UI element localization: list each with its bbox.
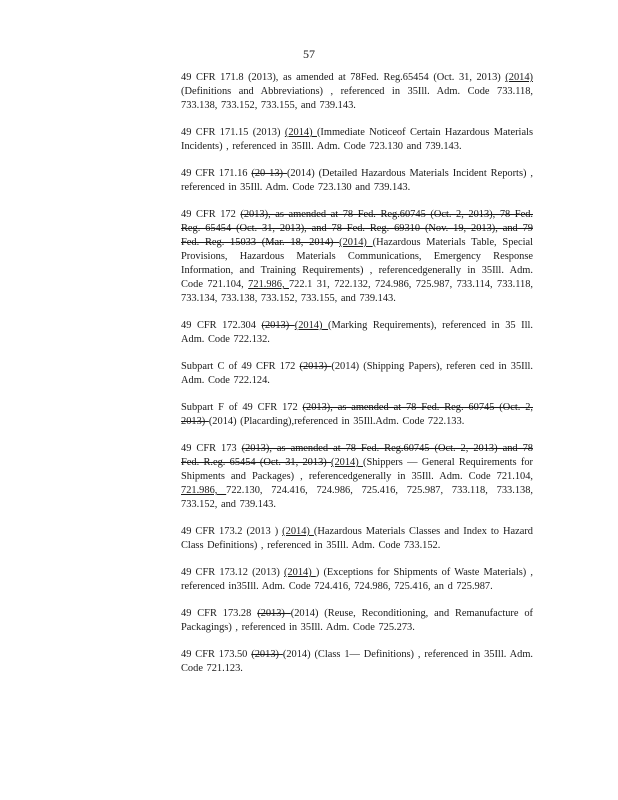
reference-entry (181, 360, 533, 388)
reference-entry (181, 167, 533, 195)
reference-entry (181, 71, 533, 113)
entry-text: 49 CFR 171.16 (181, 168, 252, 179)
struck-text: (2013), as amended at 78 Fed. Reg.60745 (Oct. 2, 2013) and 78 Fed. R.eg. 65454 (Oct. 31, 2013) (181, 443, 533, 468)
entry-text: ) (Exceptions for Shipments of Waste Materials) , referenced in35Ill. Adm. Code 724.416, 724.986, 725.416, an d 725.987. (181, 567, 533, 592)
reference-entry (181, 442, 533, 512)
struck-text: (2013) (257, 608, 291, 619)
entry-text: (2014) (Shipping Papers), referen ced in 35Ill. Adm. Code 722.124. (181, 361, 533, 386)
entry-text: 49 CFR 173.28 (181, 608, 258, 619)
entry-text: 49 CFR 173.2 (2013 ) (181, 526, 283, 537)
entry-text: (2014) (Detailed Hazardous Materials Incident Reports) , referenced in 35Ill. Adm. Code 723.130 and 739.143. (181, 168, 533, 193)
entry-text: Subpart C of 49 CFR 172 (181, 361, 300, 372)
entry-text: Subpart F of 49 CFR 172 (181, 402, 303, 413)
entry-text: (2014) (Placarding),referenced in 35Ill.Adm. Code 722.133. (208, 416, 465, 427)
reference-entry (181, 126, 533, 154)
struck-text: (20 13) (251, 168, 287, 179)
entry-text: (Definitions and Abbreviations) , referenced in 35Ill. Adm. Code 733.118, 733.138, 733.152, 733.155, and 739.143. (181, 86, 533, 111)
struck-text: (2013) (251, 649, 283, 660)
struck-text: (2013) (299, 361, 332, 372)
entry-text: 49 CFR 173 (181, 443, 242, 454)
reference-entry (181, 525, 533, 553)
entry-text: (Hazardous Materials Table, Special Provisions, Hazardous Materials Communications, Emergency Response Information, and Training Requirements) , referencedgenerally in 35Ill. Adm. Code 721.104, (181, 237, 534, 290)
reference-entry (181, 607, 533, 635)
inserted-text: (2014) (339, 237, 373, 248)
inserted-text: 721.986, (181, 485, 227, 496)
entry-text: 49 CFR 172 (181, 209, 241, 220)
entry-text: 49 CFR 172.304 (181, 320, 262, 331)
struck-text: (2013), as amended at 78 Fed. Reg. 60745 (Oct. 2, 2013) (181, 402, 533, 427)
entry-text: (Hazardous Materials Classes and Index to Hazard Class Definitions) , referenced in 35Ill. Adm. Code 733.152. (181, 526, 533, 551)
entry-text: 49 CFR 171.8 (2013), as amended at 78Fed. Reg.65454 (Oct. 31, 2013) (181, 72, 506, 83)
inserted-text: 721.986, (248, 279, 289, 290)
reference-entry (181, 319, 533, 347)
struck-text: (2013) (261, 320, 295, 331)
entry-text: 49 CFR 171.15 (2013) (181, 127, 285, 138)
entry-text: 49 CFR 173.50 (181, 649, 252, 660)
reference-list (181, 71, 533, 689)
reference-entry (181, 208, 533, 306)
inserted-text: (2014) (294, 320, 329, 331)
inserted-text: (2014) (331, 457, 363, 468)
entry-text: (2014) (Class 1— Definitions) , referenced in 35Ill. Adm. Code 721.123. (181, 649, 533, 674)
reference-entry (181, 566, 533, 594)
reference-entry (181, 401, 533, 429)
entry-text: (2014) (Reuse, Reconditioning, and Remanufacture of Packagings) , referenced in 35Ill. Adm. Code 725.273. (181, 608, 533, 633)
inserted-text: (2014) (283, 567, 316, 578)
struck-text: (2013), as amended at 78 Fed. Reg.60745 (Oct. 2, 2013), 78 Fed. Reg. 65454 (Oct. 31, 2013), and 78 Fed. Reg. 69310 (Nov. 19, 2013), and 79 Fed. Reg. 15033 (Mar. 18, 2014) (181, 209, 533, 248)
page-number: 57 (303, 47, 315, 61)
inserted-text: (2014) (284, 127, 317, 138)
inserted-text: (2014) (282, 526, 314, 537)
entry-text: 722.1 31, 722.132, 724.986, 725.987, 733.114, 733.118, 733.134, 733.138, 733.152, 733.155, and 739.143. (181, 279, 534, 304)
entry-text: (Immediate Noticeof Certain Hazardous Materials Incidents) , referenced in 35Ill. Adm. Code 723.130 and 739.143. (181, 127, 533, 152)
entry-text: 49 CFR 173.12 (2013) (181, 567, 284, 578)
reference-entry (181, 648, 533, 676)
inserted-text: (2014) (505, 72, 533, 83)
entry-text: (Marking Requirements), referenced in 35 Ill. Adm. Code 722.132. (181, 320, 533, 345)
entry-text: 722.130, 724.416, 724.986, 725.416, 725.987, 733.118, 733.138, 733.152, and 739.143. (181, 485, 533, 510)
entry-text: (Shippers — General Requirements for Shipments and Packages) , referencedgenerally in 35Ill. Adm. Code 721.104, (181, 457, 533, 482)
